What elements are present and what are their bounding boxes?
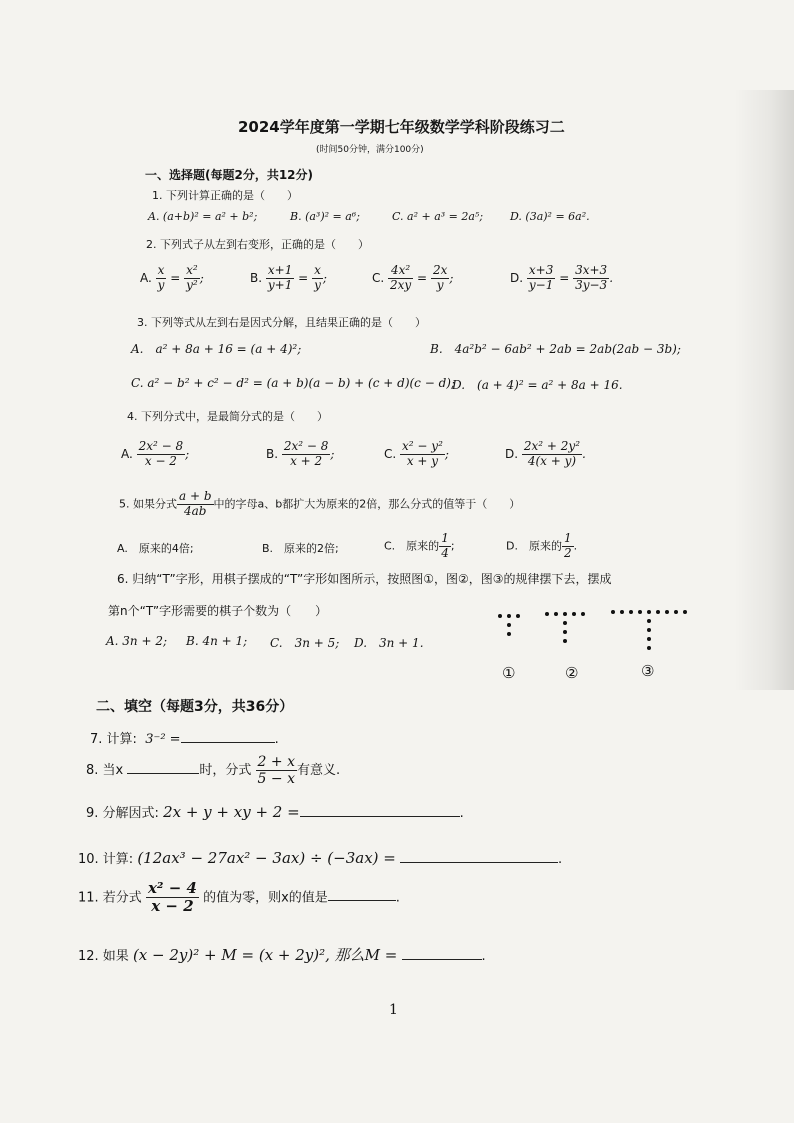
q6-stem-line2: 第n个“T”字形需要的棋子个数为（ ） xyxy=(108,604,328,618)
q1-option-c: C. a² + a³ = 2a⁵; xyxy=(392,210,484,223)
q8-answer-blank[interactable] xyxy=(127,773,199,774)
q6-option-d: D. 3n + 1. xyxy=(354,636,424,650)
q6-option-b: B. 4n + 1; xyxy=(186,634,248,648)
q1-option-a: A. (a+b)² = a² + b²; xyxy=(148,210,258,223)
figure-label-1: ① xyxy=(502,664,516,682)
q3-option-c: C. a² − b² + c² − d² = (a + b)(a − b) + (c + d)(c − d); xyxy=(131,376,455,390)
q2-stem: 2. 下列式子从左到右变形，正确的是（ ） xyxy=(146,238,369,251)
q6-stem-line1: 6. 归纳“T”字形，用棋子摆成的“T”字形如图所示，按照图①，图②，图③的规律摆下去，摆成 xyxy=(117,572,612,586)
q11: 11. 若分式 $\frac{\text{x² − 4}}{x - 2}$ 的值为零，则x的值是 . xyxy=(78,879,400,916)
q5-option-d: D. 原来的 $\frac{1}{2}$ . xyxy=(506,531,578,560)
q1-option-b: B. (a³)² = a⁶; xyxy=(290,210,360,223)
q5-option-a: A. 原来的4倍; xyxy=(117,542,194,555)
q3-option-a: A. a² + 8a + 16 = (a + 4)²; xyxy=(131,342,302,356)
q2-option-b: B. $\frac{x+1}{y+1}$ = $\frac{x}{y}$ ; xyxy=(250,263,327,292)
q2-option-c: C. $\frac{\text{4x²}}{2xy}$ = $\frac{2x}{y}$ ; xyxy=(372,263,454,292)
page-subtitle: (时间50分钟，满分100分) xyxy=(316,145,424,155)
figure-label-2: ② xyxy=(565,664,579,682)
q3-option-b: B. 4a²b² − 6ab² + 2ab = 2ab(2ab − 3b); xyxy=(430,342,681,356)
q4-stem: 4. 下列分式中，是最简分式的是（ ） xyxy=(127,410,328,423)
q4-option-c: C. $\frac{\text{x² − y²}}{x + y}$ ; xyxy=(384,439,449,468)
q7: 7. 计算: 3⁻² = . xyxy=(90,732,279,747)
q4-option-b: B. $\frac{\text{2x² − 8}}{x + 2}$ ; xyxy=(266,439,335,468)
q12: 12. 如果 (x − 2y)² + M = (x + 2y)², 那么M = . xyxy=(78,946,486,964)
q5-option-b: B. 原来的2倍; xyxy=(262,542,339,555)
q4-option-a: A. $\frac{\text{2x² − 8}}{x - 2}$ ; xyxy=(121,439,190,468)
q9: 9. 分解因式: 2x + y + xy + 2 = . xyxy=(86,803,464,821)
q6-option-c: C. 3n + 5; xyxy=(270,636,340,650)
q3-option-d: D. (a + 4)² = a² + 8a + 16. xyxy=(452,378,623,392)
page-number: 1 xyxy=(389,1002,398,1018)
q9-answer-blank[interactable] xyxy=(300,816,460,817)
figure-label-3: ③ xyxy=(641,662,655,680)
q5-stem: 5. 如果分式 $\frac{a + b}{4ab}$ 中的字母a、b都扩大为原来的2倍，那么分式的值等于（ ） xyxy=(119,489,521,518)
section1-heading: 一、选择题(每题2分，共12分) xyxy=(145,168,314,182)
scan-shadow xyxy=(734,90,794,690)
q2-option-a: A. $\frac{x}{y}$ = $\frac{\text{x²}}{\text{y²}}$ ; xyxy=(140,263,204,292)
q10-answer-blank[interactable] xyxy=(400,862,558,863)
q7-answer-blank[interactable] xyxy=(181,742,275,743)
q11-answer-blank[interactable] xyxy=(328,900,396,901)
q3-stem: 3. 下列等式从左到右是因式分解，且结果正确的是（ ） xyxy=(137,316,426,329)
q4-option-d: D. $\frac{\text{2x² + 2y²}}{4(x + y)}$ . xyxy=(505,439,586,468)
q6-option-a: A. 3n + 2; xyxy=(106,634,168,648)
q2-option-d: D. $\frac{x+3}{y-1}$ = $\frac{3x+3}{3y-3}$ . xyxy=(510,263,614,292)
section2-heading: 二、填空（每题3分，共36分） xyxy=(96,699,294,715)
q8: 8. 当x 时，分式 $\frac{2 + x}{5 - x}$ 有意义. xyxy=(86,754,341,788)
q12-answer-blank[interactable] xyxy=(402,959,482,960)
page-title: 2024学年度第一学期七年级数学学科阶段练习二 xyxy=(238,118,565,136)
q1-option-d: D. (3a)² = 6a². xyxy=(510,210,590,223)
q10: 10. 计算: (12ax³ − 27ax² − 3ax) ÷ (−3ax) = . xyxy=(78,849,563,867)
q5-option-c: C. 原来的 $\frac{1}{4}$ ; xyxy=(384,531,455,560)
q1-stem: 1. 下列计算正确的是（ ） xyxy=(152,189,298,202)
